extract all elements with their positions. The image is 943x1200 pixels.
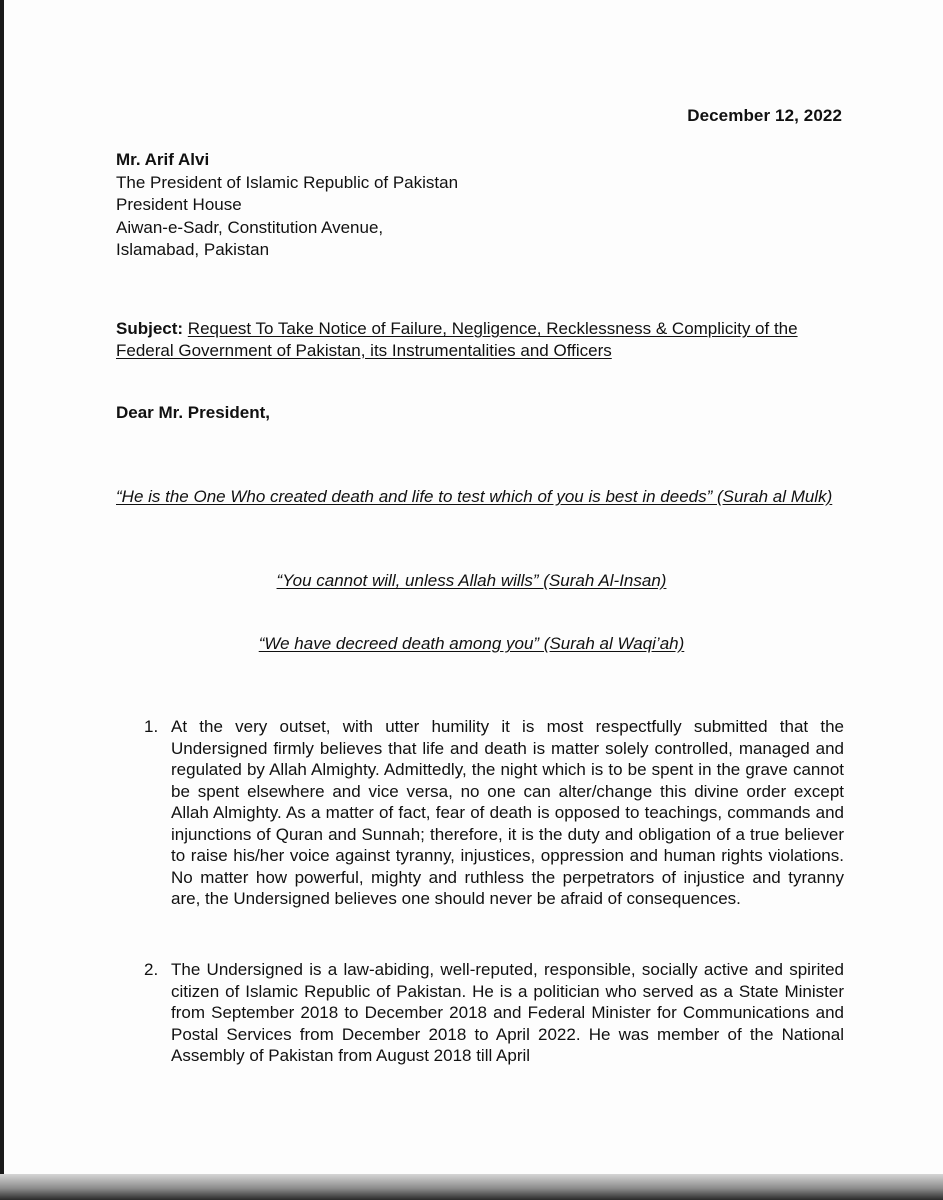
subject-label: Subject: xyxy=(116,319,184,338)
subject-line xyxy=(116,318,852,361)
recipient-address xyxy=(116,149,458,262)
recipient-name: Mr. Arif Alvi xyxy=(116,150,210,169)
quote-surah-al-insan: “You cannot will, unless Allah wills” (Surah Al-Insan) xyxy=(276,571,667,590)
recipient-address-line: President House xyxy=(116,195,242,214)
subject-text: Request To Take Notice of Failure, Negligence, Recklessness & Complicity of the Federal Government of Pakistan, its Instrumentalities and Officers xyxy=(116,319,798,360)
numbered-paragraph xyxy=(144,716,844,910)
salutation: Dear Mr. President, xyxy=(116,403,271,422)
paragraph-number: 1. xyxy=(144,717,159,736)
quote-surah-al-mulk: “He is the One Who created death and life to test which of you is best in deeds” (Surah al Mulk) xyxy=(116,487,833,506)
letter-date: December 12, 2022 xyxy=(687,106,842,125)
recipient-title: The President of Islamic Republic of Pakistan xyxy=(116,172,459,192)
numbered-paragraph xyxy=(144,959,844,1067)
paragraph-number: 2. xyxy=(144,960,159,979)
recipient-address-line: Aiwan-e-Sadr, Constitution Avenue, xyxy=(116,217,384,237)
recipient-address-line: Islamabad, Pakistan xyxy=(116,240,270,259)
paragraph-text: The Undersigned is a law-abiding, well-reputed, responsible, socially active and spirited citizen of Islamic Republic of Pakistan. He is a politician who served as a State Minister from September 2018 to December 2018 and Federal Minister for Communications and Postal Services from December 2018 to April 2022. He was member of the National Assembly of Pakistan from August 2018 till April xyxy=(171,960,844,1065)
paragraph-text: At the very outset, with utter humility it is most respectfully submitted that the Undersigned firmly believes that life and death is matter solely controlled, managed and regulated by Allah Almighty. Admittedly, the night which is to be spent in the grave cannot be spent elsewhere and vice versa, no one can alter/change this divine order except Allah Almighty. As a matter of fact, fear of death is opposed to teachings, commands and injunctions of Quran and Sunnah; therefore, it is the duty and obligation of a true believer to raise his/her voice against tyranny, injustices, oppression and human rights violations. No matter how powerful, mighty and ruthless the perpetrators of injustice and tyranny are, the Undersigned believes one should never be afraid of consequences. xyxy=(171,717,844,908)
quote-surah-al-waqiah: “We have decreed death among you” (Surah al Waqi’ah) xyxy=(258,634,685,653)
scan-edge-bottom xyxy=(0,1174,943,1200)
